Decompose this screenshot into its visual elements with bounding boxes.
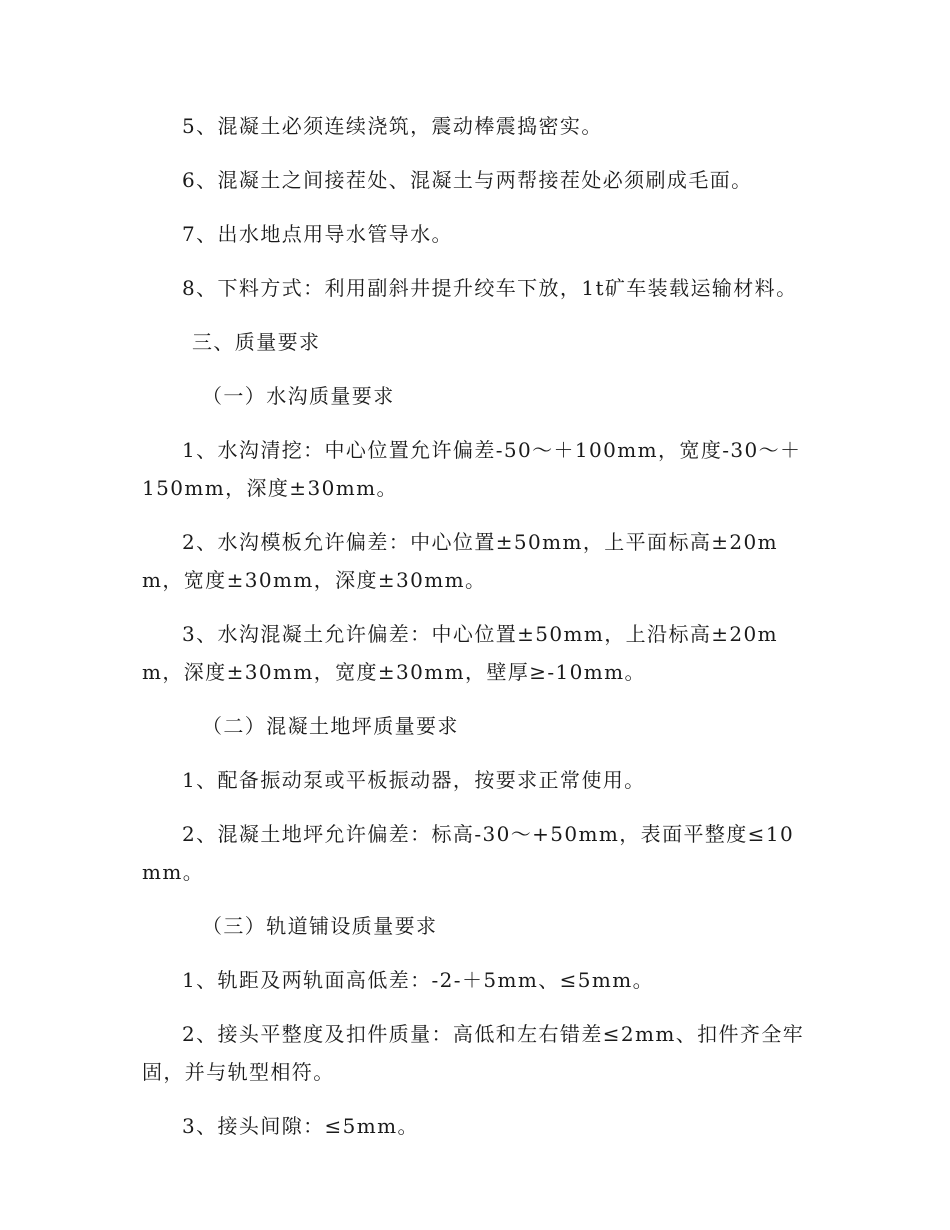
list-item: 1、配备振动泵或平板振动器，按要求正常使用。 — [182, 768, 646, 792]
subsection-heading: （三）轨道铺设质量要求 — [202, 914, 438, 938]
list-item: 7、出水地点用导水管导水。 — [182, 222, 453, 246]
subsection-heading: （二）混凝土地坪质量要求 — [202, 714, 459, 738]
list-item: 2、接头平整度及扣件质量：高低和左右错差≤2mm、扣件齐全牢固，并与轨型相符。 — [142, 1022, 805, 1084]
subsection-heading: （一）水沟质量要求 — [202, 384, 395, 408]
list-item: 6、混凝土之间接茬处、混凝土与两帮接茬处必须刷成毛面。 — [182, 168, 753, 192]
list-item: 5、混凝土必须连续浇筑，震动棒震捣密实。 — [182, 114, 603, 138]
list-item: 2、水沟模板允许偏差：中心位置±50mm，上平面标高±20mm，宽度±30mm，深度±30mm。 — [142, 530, 779, 592]
list-item: 8、下料方式：利用副斜井提升绞车下放，1t矿车装载运输材料。 — [182, 276, 798, 300]
list-item: 1、轨距及两轨面高低差：-2-＋5mm、≤5mm。 — [182, 968, 655, 992]
list-item: 1、水沟清挖：中心位置允许偏差-50～＋100mm，宽度-30～＋150mm，深度±30mm。 — [142, 438, 802, 500]
document-body — [142, 107, 808, 1161]
list-item: 2、混凝土地坪允许偏差：标高-30～+50mm，表面平整度≤10mm。 — [142, 822, 795, 884]
section-heading: 三、质量要求 — [192, 330, 321, 354]
list-item: 3、水沟混凝土允许偏差：中心位置±50mm，上沿标高±20mm，深度±30mm，宽度±30mm，壁厚≥-10mm。 — [142, 622, 779, 684]
list-item: 3、接头间隙：≤5mm。 — [182, 1114, 419, 1138]
